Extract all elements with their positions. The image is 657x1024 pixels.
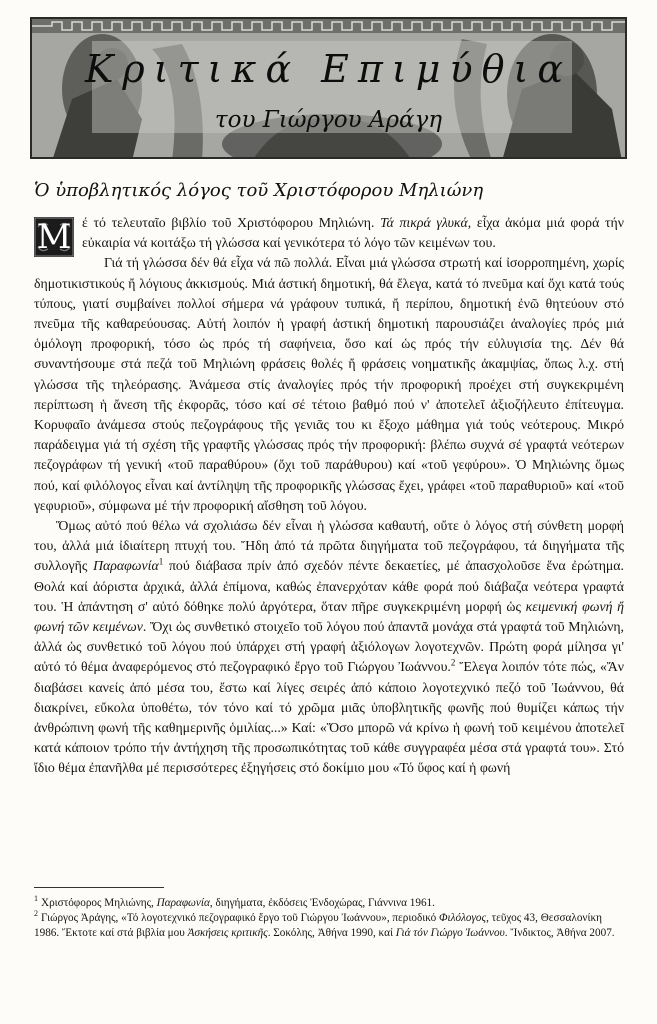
footnote-book-title: Γιά τόν Γιώργο Ἰωάννου xyxy=(395,927,505,939)
article-title: Ὁ ὑποβλητικός λόγος τοῦ Χριστόφορου Μηλιώνη xyxy=(34,180,484,201)
banner-subtitle: του Γιώργου Αράγη xyxy=(214,107,443,133)
footnote-text: Γιώργος Ἀράγης, «Τό λογοτεχνικό πεζογραφικό ἔργο τοῦ Γιώργου Ἰωάννου», περιοδικό xyxy=(41,912,440,924)
footnote-text: , διηγήματα, ἐκδόσεις Ἐνδοχώρας, Γιάννινα 1961. xyxy=(209,897,435,909)
footnote-ref-2: 2 xyxy=(450,657,456,668)
article-body xyxy=(34,213,624,779)
footnote-number: 1 xyxy=(34,894,38,904)
banner-title: Κριτικά Επιμύθια xyxy=(84,47,573,91)
footnote-divider xyxy=(34,887,164,888)
footnote-text: . Σοκόλης, Ἀθήνα 1990, καί xyxy=(267,927,396,939)
footnote-1 xyxy=(34,896,624,911)
book-title-parafonia: Παραφωνία xyxy=(93,558,159,574)
footnote-book-title: Παραφωνία xyxy=(156,897,210,909)
footnote-text: , τεῦχος 43, Θεσσαλονίκη 1986. Ἔκτοτε καί στά βιβλία μου xyxy=(34,912,602,939)
paragraph-2: Γιά τή γλώσσα δέν θά εἶχα νά πῶ πολλά. Εἶναι μιά γλώσσα στρωτή καί ἰσορροπημένη, χωρίς δημοτικιστικούς ἤ λόγιους ἀκκισμούς. Μιά ἀστική δημοτική, θά ἔλεγα, κατά τό πνεῦμα καί ὄχι κατά τούς τύπους, γιατί συμβαίνει πολλοί σήμερα νά γράφουν τυπικά, ἤ περίπου, δημοτική ἐνῶ θητεύουν στό πνεῦμα τῆς καθαρεύουσας. Αὐτή λοιπόν ἡ γραφή ἀστική δημοτική παρουσιάζει ἀναλογίες πρός μιά ὁμόλογη προφορική, τόσο ὡς πρός τή σαφήνεια, ὅσο καί ὡς πρός τήν εὐλυγισία της. Δέν θά συναντήσουμε στά πεζά τοῦ Μηλιώνη φράσεις θολές ἤ φράσεις νοηματικῆς ἀκαμψίας, ὅπως λ.χ. στή γλώσσα τῆς τηλεόρασης. Ἀνάμεσα στίς ἀναλογίες πρός τήν προφορική προέχει στή συγκεκριμένη περίπτωση ἡ ἄνεση τῆς ἐκφορᾶς, τόσο καί σέ τέτοιο βαθμό πού ν' ἀποτελεῖ ἀξιοζήλευτο ἐπίτευγμα. Κορυφαῖο ἀνάμεσα στούς πεζογράφους τῆς γενιᾶς του κι ἔξοχο μάθημα γιά τούς νεότερους. Μικρό παράδειγμα γιά τή σχέση τῆς γραφτῆς γλώσσας πρός τήν προφορική: βλέπω συχνά σέ γραφτά νεότερων πεζογράφων τή γενική «τοῦ παραθύρου» (ὄχι τοῦ παράθυρου) καί «τοῦ γεφύρου». Ὁ Μηλιώνης ὅμως πού, καί φιλόλογος εἶναι καί ἀντίληψη τῆς προφορικῆς γλώσσας ἔχει, γράφει «τοῦ παραθυριοῦ» καί «τοῦ γεφυριοῦ», σύμφωνα μέ τήν προφορική αἴσθηση τοῦ λόγου. xyxy=(34,255,624,513)
footnote-number: 2 xyxy=(34,909,38,919)
p3-text-c: . Ὄχι ὡς συνθετικό στοιχεῖο τοῦ λόγου πού ἀπαντᾶ μονάχα στά γραφτά τοῦ Μηλιώνη, ἀλλά ὡς συνθετικό τοῦ λόγου πού ὑπάρχει στή γραφή ἀξιόλογων λογοτεχνῶν. Πρώτη φορά μίλησα γι' αὐτό τό θέμα ἀναφερόμενος στό πεζογραφικό ἔργο τοῦ Γιώργου Ἰωάννου. xyxy=(34,619,624,675)
p1-text-cont: , εἶχα ἀκόμα μιά φορά τήν εὐκαιρία νά κοιτάξω τή γλώσσα καί γενικότερα τό λόγο τῶν κειμένων του. xyxy=(82,215,624,251)
header-banner xyxy=(30,17,627,159)
footnote-text: Χριστόφορος Μηλιώνης, xyxy=(41,897,157,909)
p3-text-b: πού διάβασα πρίν ἀπό σχεδόν πέντε δεκαετίες, μέ ἀπασχολοῦσε ἕνα ἐρώτημα. Θολά καί ἀόριστα ἀρχικά, ἀλλά ἐπίμονα, καθώς ἐπανερχόταν κάθε φορά πού διάβαζα νεότερα γραφτά του. Ἡ ἀπάντηση σ' αὐτό δόθηκε πολύ ἀργότερα, ὅταν πῆρε συγκεκριμένη μορφή ὡς xyxy=(34,558,624,614)
drop-cap xyxy=(34,217,74,257)
book-title-pikra-glyka: Τά πικρά γλυκά xyxy=(380,215,468,230)
drop-cap-letter: Μ xyxy=(36,217,72,257)
p3-text: Ὅμως αὐτό πού θέλω νά σχολιάσω δέν εἶναι ἡ γλώσσα καθαυτή, οὔτε ὁ λόγος στή σύνθετη μορφή του, ἀλλά μιά ἰδιαίτερη πτυχή του. Ἤδη ἀπό τά πρῶτα διηγήματα τοῦ πεζογράφου, τά διηγήματα τῆς συλλογῆς xyxy=(34,518,624,574)
paragraph-3 xyxy=(34,516,624,779)
footnote-2 xyxy=(34,911,624,941)
paragraph-1 xyxy=(34,213,624,257)
footnote-ref-1: 1 xyxy=(158,556,164,567)
footnotes xyxy=(34,896,624,941)
footnote-text: . Ἴνδικτος, Ἀθήνα 2007. xyxy=(504,927,615,939)
footnote-journal-title: Φιλόλογος xyxy=(439,912,487,924)
p1-text: έ τό τελευταῖο βιβλίο τοῦ Χριστόφορου Μηλιώνη. xyxy=(82,215,381,230)
term-keimeniki-foni: κειμενική φωνή ἤ φωνή τῶν κειμένων xyxy=(34,598,624,635)
p3-text-d: Ἔλεγα λοιπόν τότε πώς, «Ἄν διαβάσει κανείς ἀπό μέσα του, ἔστω καί λίγες σειρές ἀπό κάποιο λογοτεχνικό πεζό τοῦ Ἰωάννου, θά διακρίνει, εὔκολα ὑποθέτω, τόν τόνο καί τό χρῶμα μιᾶς ὑποβλητικῆς φωνῆς πού θυμίζει κάπως τήν ἀνθρώπινη φωνή τῆς καθημερινῆς ὁμιλίας...» Καί: «Ὅσο μπορῶ νά κρίνω ἡ φωνή τοῦ κειμένου ἀποτελεῖ κατά κάποιον τρόπο τήν ἀντήχηση τῆς προσωπικότητας τοῦ κάθε συγγραφέα μέσα στά γραφτά του». Στό ἴδιο θέμα ἐπανῆλθα μέ περισσότερες ἐξηγήσεις στό δοκίμιο μου «Τό ὕφος καί ἡ φωνή xyxy=(34,659,624,776)
footnote-book-title: Ἀσκήσεις κριτικῆς xyxy=(187,927,268,939)
